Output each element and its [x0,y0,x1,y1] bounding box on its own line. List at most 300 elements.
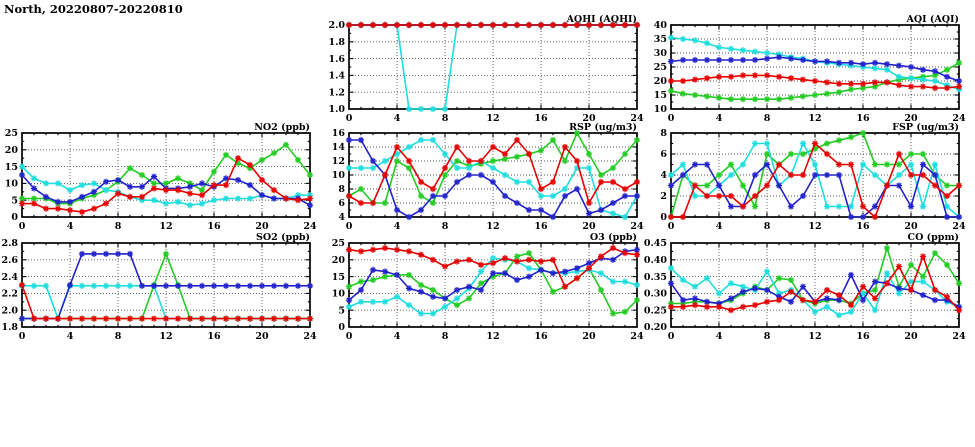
aqi-marker [776,96,782,102]
rsp-ytick-label: 14 [331,142,345,154]
co-marker [944,294,950,300]
co-marker [848,309,854,315]
o3-marker [610,257,616,263]
fsp-marker [836,203,842,209]
fsp-marker [908,161,914,167]
o3-marker [490,270,496,276]
co-marker [824,287,830,293]
no2-title: NO2 (ppb) [254,122,310,133]
aqi-marker [788,56,794,62]
aqhi-ytick-label: 1.8 [328,37,345,48]
aqhi-marker [490,22,496,28]
so2-marker [91,251,97,257]
fsp-marker [908,172,914,178]
aqhi-marker [346,22,352,28]
no2-marker [247,162,253,168]
rsp-xtick-label: 4 [393,221,401,232]
o3-marker [346,297,352,303]
rsp-marker [502,151,508,157]
co-marker [860,284,866,290]
co-marker [932,287,938,293]
o3-marker [598,253,604,259]
o3-marker [358,299,364,305]
no2-marker [187,202,193,208]
rsp-marker [394,158,400,164]
rsp-marker [370,158,376,164]
fsp-marker [872,203,878,209]
co-marker [872,287,878,293]
o3-xtick-label: 0 [345,331,353,342]
rsp-xtick-label: 20 [582,221,596,232]
aqhi-marker [442,106,448,112]
aqi-marker [884,61,890,67]
co-marker [692,302,698,308]
aqhi-ytick-label: 1.6 [328,53,345,65]
fsp-marker [908,151,914,157]
aqi-marker [872,79,878,85]
fsp-marker [812,140,818,146]
rsp-marker [574,186,580,192]
so2-marker [247,283,253,289]
so2-marker [259,283,265,289]
rsp-marker [514,154,520,160]
fsp-marker [896,182,902,188]
rsp-marker [610,200,616,206]
no2-marker [127,194,133,200]
fsp-marker [728,193,734,199]
co-marker [872,307,878,313]
fsp-marker [836,172,842,178]
co-marker [872,295,878,301]
aqi-marker [908,64,914,70]
fsp-marker [932,161,938,167]
fsp-marker [956,182,962,188]
so2-marker [295,283,301,289]
so2-marker [67,282,73,288]
so2-marker [31,283,37,289]
o3-marker [418,252,424,258]
no2-marker [139,194,145,200]
fsp-marker [824,203,830,209]
o3-marker [478,280,484,286]
fsp-marker [668,172,674,178]
fsp-ytick-label: 6 [660,149,667,161]
no2-xtick-label: 20 [255,221,269,232]
o3-xtick-label: 12 [486,331,500,342]
aqhi-marker [550,22,556,28]
rsp-ytick-label: 4 [338,212,345,224]
o3-marker [478,287,484,293]
fsp-marker [728,172,734,178]
o3-marker [550,257,556,263]
no2-marker [259,192,265,198]
no2-marker [91,189,97,195]
co-marker [680,277,686,283]
aqi-marker [668,35,674,41]
aqi-marker [680,36,686,42]
rsp-marker [418,179,424,185]
no2-marker [115,177,121,183]
o3-ytick-label: 25 [331,238,345,250]
fsp-marker [680,161,686,167]
no2-ytick-label: 10 [4,178,18,190]
aqhi-marker [634,22,640,28]
fsp-marker [824,151,830,157]
co-marker [680,304,686,310]
fsp-marker [932,182,938,188]
o3-ytick-label: 10 [331,288,345,300]
fsp-marker [872,161,878,167]
no2-marker [199,180,205,186]
no2-marker [67,187,73,193]
co-marker [884,280,890,286]
aqhi-marker [418,22,424,28]
chart-co [644,232,966,342]
o3-marker [610,279,616,285]
o3-marker [430,294,436,300]
so2-marker [19,282,25,288]
fsp-marker [860,203,866,209]
aqi-marker [836,81,842,87]
fsp-marker [740,203,746,209]
aqhi-xtick-label: 20 [582,113,596,124]
co-marker [716,304,722,310]
o3-marker [574,265,580,271]
chart-aqhi [328,14,644,124]
so2-marker [247,316,253,322]
rsp-xtick-label: 24 [630,221,644,232]
aqi-marker [752,49,758,55]
aqi-marker [680,57,686,63]
fsp-xtick-label: 24 [952,221,966,232]
no2-marker [307,195,313,201]
so2-marker [127,283,133,289]
aqi-marker [824,91,830,97]
fsp-marker [896,161,902,167]
co-xtick-label: 4 [715,331,723,342]
no2-ytick-label: 15 [4,161,18,173]
o3-marker [622,250,628,256]
so2-marker [103,251,109,257]
o3-marker [622,279,628,285]
rsp-marker [358,186,364,192]
rsp-marker [394,207,400,213]
fsp-marker [788,151,794,157]
no2-marker [235,155,241,161]
rsp-marker [442,165,448,171]
aqi-marker [812,78,818,84]
rsp-marker [430,200,436,206]
co-xtick-label: 16 [856,331,870,342]
aqi-marker [704,93,710,99]
aqhi-marker [406,106,412,112]
aqi-xtick-label: 16 [856,113,870,124]
no2-marker [151,174,157,180]
aqi-marker [728,74,734,80]
fsp-marker [752,203,758,209]
aqi-marker [740,96,746,102]
fsp-marker [680,214,686,220]
o3-marker [406,272,412,278]
co-marker [908,287,914,293]
aqi-marker [800,77,806,83]
rsp-marker [514,200,520,206]
aqi-marker [800,57,806,63]
aqi-marker [776,54,782,60]
aqi-marker [932,68,938,74]
no2-marker [43,180,49,186]
no2-ytick-label: 0 [11,212,18,224]
aqi-xtick-label: 24 [952,113,966,124]
no2-marker [115,190,121,196]
co-marker [740,289,746,295]
fsp-marker [824,172,830,178]
rsp-marker [466,158,472,164]
rsp-marker [502,172,508,178]
aqi-marker [920,77,926,83]
fsp-marker [848,161,854,167]
rsp-xtick-label: 0 [345,221,353,232]
aqi-ytick-label: 10 [653,104,667,116]
rsp-marker [454,144,460,150]
rsp-marker [562,193,568,199]
no2-marker [151,185,157,191]
o3-marker [502,255,508,261]
o3-marker [454,295,460,301]
no2-marker [31,175,37,181]
co-marker [752,285,758,291]
chart-aqi [654,14,966,124]
aqhi-marker [562,22,568,28]
no2-marker [259,157,265,163]
so2-ytick-label: 2.0 [1,305,18,317]
aqi-marker [728,46,734,52]
no2-marker [55,199,61,205]
no2-marker [295,157,301,163]
so2-marker [175,316,181,322]
so2-ytick-label: 2.2 [1,288,18,300]
no2-marker [211,182,217,188]
rsp-marker [538,207,544,213]
rsp-marker [574,130,580,136]
co-ytick-label: 0.40 [643,255,667,266]
rsp-marker [550,214,556,220]
aqi-marker [692,77,698,83]
fsp-marker [764,140,770,146]
aqi-marker [704,75,710,81]
fsp-marker [836,137,842,143]
co-marker [704,275,710,281]
no2-marker [79,182,85,188]
co-marker [908,262,914,268]
rsp-marker [406,144,412,150]
so2-ytick-label: 2.4 [1,271,18,283]
so2-marker [163,283,169,289]
co-marker [836,292,842,298]
no2-marker [223,182,229,188]
fsp-marker [716,193,722,199]
rsp-marker [490,165,496,171]
so2-marker [115,316,121,322]
no2-marker [163,200,169,206]
fsp-marker [812,172,818,178]
no2-marker [271,187,277,193]
aqi-marker [788,95,794,101]
fsp-marker [860,161,866,167]
co-marker [728,307,734,313]
rsp-xtick-label: 16 [534,221,548,232]
rsp-marker [358,165,364,171]
aqhi-marker [358,22,364,28]
no2-marker [235,177,241,183]
no2-xtick-label: 8 [114,221,122,232]
aqi-marker [848,60,854,66]
o3-marker [382,299,388,305]
so2-marker [139,316,145,322]
o3-xtick-label: 8 [441,331,449,342]
o3-marker [466,295,472,301]
o3-marker [622,309,628,315]
fsp-marker [800,140,806,146]
no2-marker [187,190,193,196]
co-marker [668,280,674,286]
so2-xtick-label: 4 [66,331,74,342]
so2-marker [67,316,73,322]
so2-marker [307,316,313,322]
co-marker [836,312,842,318]
o3-marker [454,302,460,308]
so2-marker [211,316,217,322]
o3-marker [466,257,472,263]
co-marker [704,304,710,310]
no2-marker [19,172,25,178]
co-marker [884,245,890,251]
aqi-marker [848,86,854,92]
o3-marker [550,270,556,276]
o3-marker [634,282,640,288]
rsp-marker [478,158,484,164]
fsp-marker [848,134,854,140]
no2-marker [223,195,229,201]
so2-marker [79,283,85,289]
fsp-marker [704,182,710,188]
co-marker [920,253,926,259]
aqi-marker [944,74,950,80]
aqhi-marker [382,22,388,28]
so2-marker [43,316,49,322]
o3-marker [442,263,448,269]
no2-marker [31,200,37,206]
o3-marker [478,268,484,274]
no2-marker [187,184,193,190]
o3-marker [610,310,616,316]
rsp-marker [550,193,556,199]
rsp-marker [622,186,628,192]
no2-marker [295,197,301,203]
so2-marker [127,251,133,257]
so2-marker [55,316,61,322]
rsp-marker [538,193,544,199]
co-marker [764,299,770,305]
co-xtick-label: 20 [904,331,918,342]
fsp-marker [716,172,722,178]
o3-marker [586,265,592,271]
fsp-marker [668,214,674,220]
no2-marker [19,164,25,170]
fsp-marker [716,182,722,188]
rsp-marker [490,158,496,164]
aqi-marker [752,72,758,78]
aqhi-marker [430,22,436,28]
o3-marker [358,287,364,293]
co-marker [896,263,902,269]
co-marker [692,295,698,301]
aqi-marker [728,96,734,102]
o3-marker [610,245,616,251]
aqi-xtick-label: 8 [763,113,771,124]
o3-xtick-label: 20 [582,331,596,342]
fsp-xtick-label: 4 [715,221,723,232]
aqhi-xtick-label: 8 [441,113,449,124]
no2-marker [55,206,61,212]
aqi-title: AQI (AQI) [906,14,959,25]
fsp-marker [692,161,698,167]
co-marker [812,299,818,305]
aqi-marker [668,58,674,64]
aqhi-marker [418,106,424,112]
no2-marker [175,187,181,193]
no2-marker [31,185,37,191]
aqi-marker [716,57,722,63]
so2-title: SO2 (ppb) [256,232,310,243]
o3-xtick-label: 16 [534,331,548,342]
aqhi-marker [526,22,532,28]
no2-ytick-label: 5 [11,195,18,207]
fsp-marker [740,161,746,167]
no2-marker [139,172,145,178]
rsp-marker [502,193,508,199]
o3-marker [454,258,460,264]
no2-marker [271,195,277,201]
co-marker [788,299,794,305]
aqi-marker [740,57,746,63]
no2-marker [247,182,253,188]
co-marker [812,309,818,315]
rsp-marker [442,151,448,157]
no2-marker [283,195,289,201]
o3-marker [538,258,544,264]
rsp-marker [406,214,412,220]
rsp-marker [466,172,472,178]
aqi-marker [764,96,770,102]
aqi-marker [872,60,878,66]
co-ytick-label: 0.30 [643,288,667,300]
rsp-marker [430,193,436,199]
rsp-marker [634,193,640,199]
aqi-marker [752,57,758,63]
co-marker [884,270,890,276]
aqi-marker [740,47,746,53]
so2-marker [31,316,37,322]
fsp-xtick-label: 0 [667,221,675,232]
co-marker [668,265,674,271]
co-marker [752,302,758,308]
no2-marker [43,206,49,212]
aqi-marker [788,75,794,81]
chart-fsp [660,122,966,232]
co-ytick-label: 0.45 [643,238,667,250]
aqhi-marker [430,106,436,112]
